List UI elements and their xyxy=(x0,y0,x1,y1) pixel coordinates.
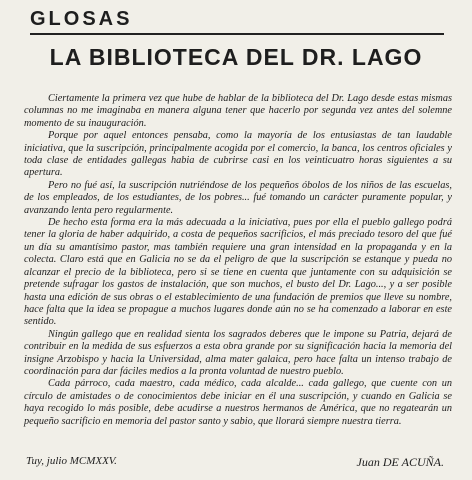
headline: LA BIBLIOTECA DEL DR. LAGO xyxy=(49,44,423,70)
paragraph: Porque por aquel entonces pensaba, como la mayoría de los entusiastas de tan laudable iniciativa, que la suscripción, principalmente acogida por el comercio, la banca, los centros oficiales y toda clase de entidades gallegas habia de cubrirse casi en los veinticuatro horas siguientes a su apertura. xyxy=(24,130,452,179)
dateline: Tuy, julio MCMXXV. xyxy=(26,455,117,467)
author-signature: Juan DE ACUÑA. xyxy=(356,455,444,469)
paragraph: Pero no fué así, la suscripción nutriéndose de los pequeños óbolos de los niños de las escuelas, de los empleados, de los estudiantes, de los pobres... fué tomando un carácter puramente popular, y avanzando lenta pero regularmente. xyxy=(24,179,452,216)
paragraph: Ningún gallego que en realidad sienta los sagrados deberes que le impone su Patria, dejará de contribuir en la medida de sus esfuerzos a esta obra grande por su significación hacia la memoria del insigne Arzobispo y hacia la Universidad, alma mater galaica, pero hace falta un intenso trabajo de coordinación para dar fáciles medios a la pronta voluntad de nuestro pueblo. xyxy=(24,328,452,377)
section-title: GLOSAS xyxy=(30,8,133,30)
paragraph: Cada párroco, cada maestro, cada médico, cada alcalde... cada gallego, que cuente con un círculo de amistades o de conocimientos debe iniciar en él una suscripción, y cuando en Galicia se haya recogido lo más posible, debe acudirse a nuestros hermanos de América, que no regatearán un pequeño sacrificio en memoria del pastor santo y sabio, que llorará siempre nuestra tierra. xyxy=(24,378,452,427)
paragraph: De hecho esta forma era la más adecuada a la iniciativa, pues por ella el pueblo gallego podrá tener la gloria de haber adquirido, a costa de pequeños sacrificios, el más preciado tesoro del que fué un día su amantísimo pastor, mas también requiere una gran intensidad en la propaganda y en la colecta. Claro está que en Galicia no se da el peligro de que la suscripción se estanque y pueda no alcanzar el precio de la biblioteca, pero si se tiene en cuenta que juntamente con su adquisición se pretende sufragar los gastos de instalación, que son muchos, el busto del Dr. Lago..., y a ser posible hasta una edición de sus obras o el establecimiento de una fundación de premios que lleve su nombre, hace falta que la idea se propague a muchos lugares donde aún no se ha comenzado a laborar en este sentido. xyxy=(24,217,452,328)
article-footer xyxy=(24,455,452,469)
section-rule xyxy=(30,33,444,35)
article-body xyxy=(24,93,452,428)
paragraph: Ciertamente la primera vez que hube de hablar de la biblioteca del Dr. Lago desde estas mismas columnas no me imaginaba en manera alguna tener que hacerlo por segunda vez antes del solemne momento de su inauguración. xyxy=(24,93,452,129)
